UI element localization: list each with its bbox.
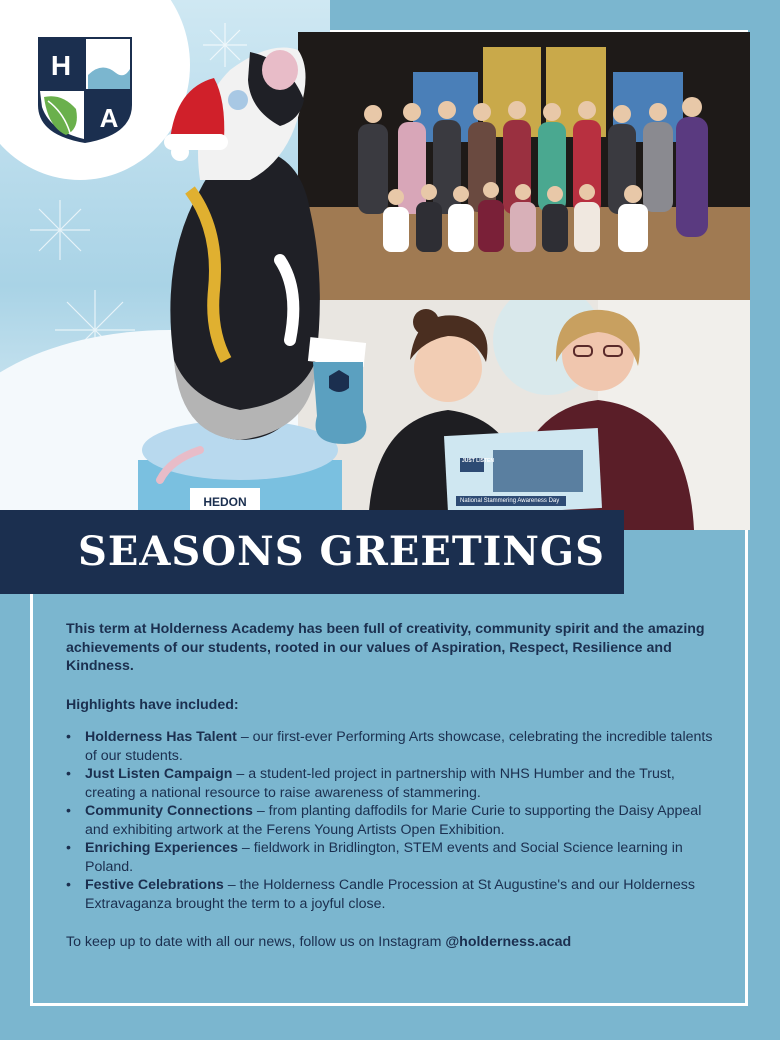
group-photo xyxy=(298,32,750,300)
list-item xyxy=(66,876,726,913)
highlight-text: – fieldwork in Bridlington, STEM events and Social Science learning in Poland. xyxy=(85,840,683,875)
bullet-icon: • xyxy=(66,840,71,856)
bullet-icon: • xyxy=(66,803,71,819)
highlights-list xyxy=(66,728,726,913)
intro-paragraph: This term at Holderness Academy has been full of creativity, community spirit and the amazing achievements of our students, rooted in our values of Aspiration, Respect, Resilience and Kindness. xyxy=(66,621,705,674)
highlights-heading: Highlights have included: xyxy=(66,696,239,713)
bullet-icon: • xyxy=(66,877,71,893)
highlight-title: Enriching Experiences xyxy=(85,840,238,856)
bullet-icon: • xyxy=(66,766,71,782)
stocking-icon xyxy=(305,332,383,452)
newsletter-body xyxy=(66,620,726,966)
bullet-icon: • xyxy=(66,729,71,745)
footer-text: To keep up to date with all our news, follow us on Instagram xyxy=(66,934,446,950)
highlight-text: – from planting daffodils for Marie Curie to supporting the Daisy Appeal and exhibiting artwork at the Ferens Young Artists Open Exhibition. xyxy=(85,803,702,838)
highlight-title: Festive Celebrations xyxy=(85,877,224,893)
logo-letter-a: A xyxy=(99,103,119,133)
list-item xyxy=(66,728,726,765)
sculpture-sign: HEDON xyxy=(203,495,247,509)
school-shield-logo xyxy=(36,35,134,145)
list-item xyxy=(66,839,726,876)
highlight-text: – a student-led project in partnership with NHS Humber and the Trust, creating a national resource to raise awareness of stammering. xyxy=(85,766,675,801)
santa-hat-icon xyxy=(162,70,232,165)
highlight-title: Community Connections xyxy=(85,803,253,819)
highlight-text: – our first-ever Performing Arts showcase, celebrating the incredible talents of our students. xyxy=(85,729,713,764)
highlight-title: Holderness Has Talent xyxy=(85,729,237,745)
list-item xyxy=(66,802,726,839)
footer-line xyxy=(66,933,726,952)
certificate-badge: JUST LISTEN xyxy=(462,458,494,464)
certificate-title: National Stammering Awareness Day xyxy=(460,498,560,504)
highlight-title: Just Listen Campaign xyxy=(85,766,233,782)
list-item xyxy=(66,765,726,802)
highlight-text: – the Holderness Candle Procession at St Augustine's and our Holderness Extravaganza brought the term to a joyful close. xyxy=(85,877,695,912)
logo-letter-h: H xyxy=(50,50,72,81)
group-photo-illustration xyxy=(298,32,750,300)
page-title: SEASONS GREETINGS xyxy=(78,528,605,575)
instagram-handle[interactable]: @holderness.acad xyxy=(445,934,572,950)
